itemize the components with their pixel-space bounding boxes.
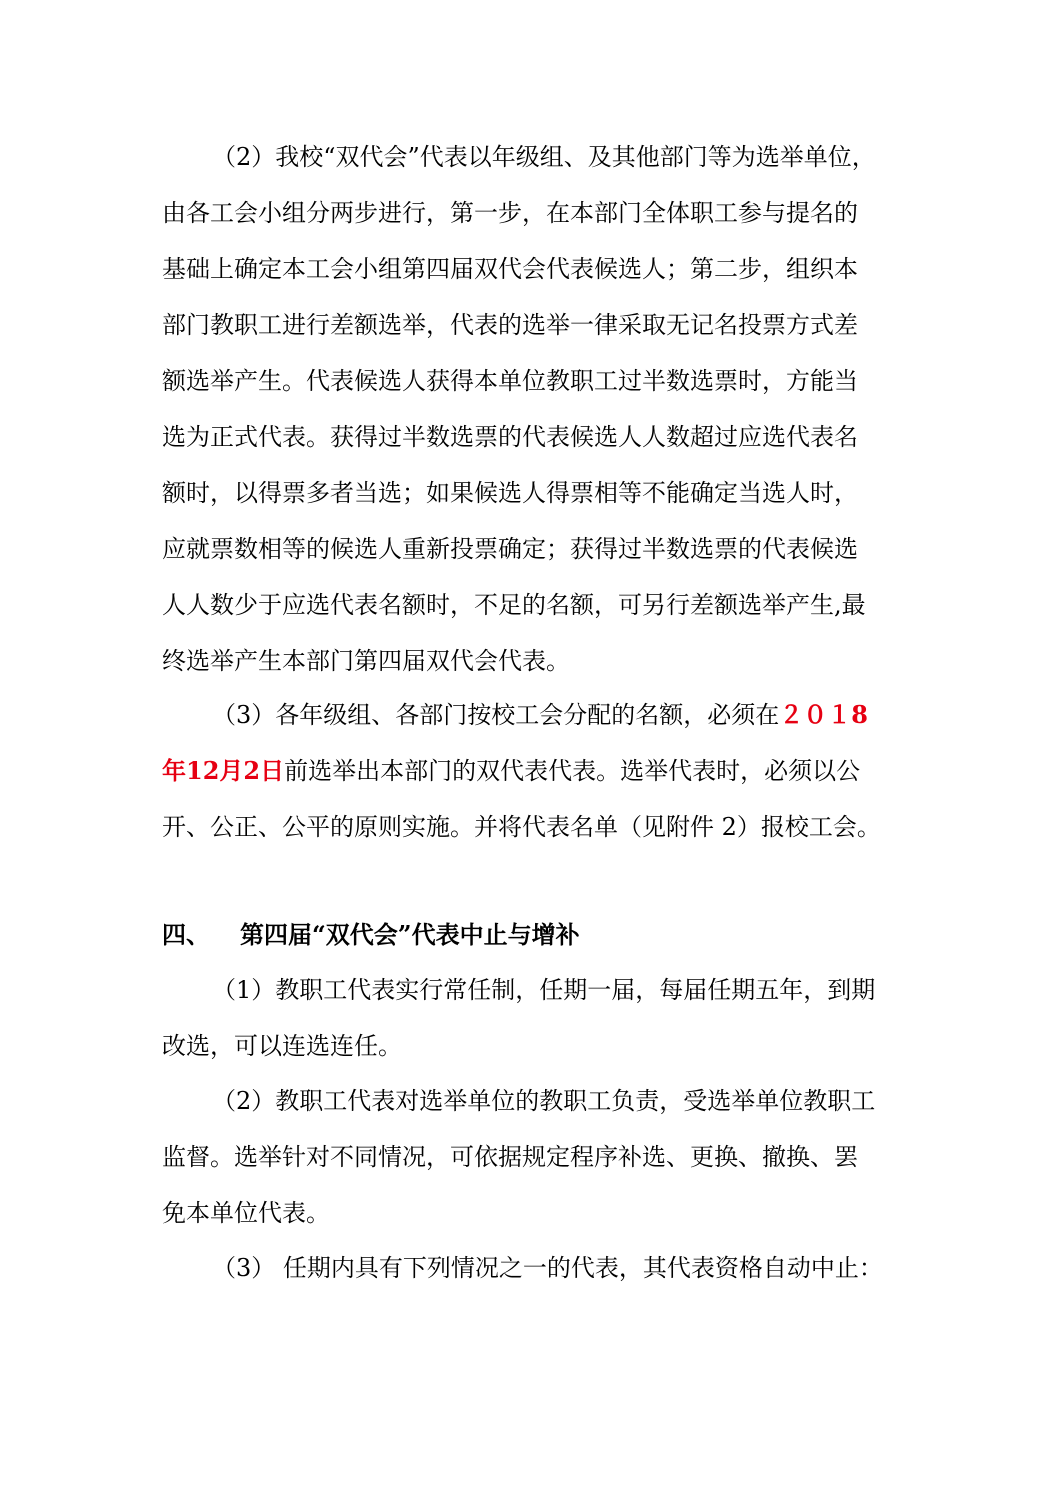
paragraph-line: 改选，可以连选连任。 bbox=[162, 1032, 402, 1060]
paragraph-line: 由各工会小组分两步进行，第一步，在本部门全体职工参与提名的 bbox=[162, 199, 858, 227]
section-number: 四、 bbox=[162, 920, 210, 949]
paragraph-line: 开、公正、公平的原则实施。并将代表名单（见附件 2）报校工会。 bbox=[162, 813, 881, 841]
paragraph-line: 终选举产生本部门第四届双代会代表。 bbox=[162, 647, 570, 675]
paragraph-line: 人人数少于应选代表名额时，不足的名额，可另行差额选举产生,最 bbox=[162, 591, 866, 619]
paragraph-text: （3）各年级组、各部门按校工会分配的名额，必须在 bbox=[212, 701, 780, 729]
paragraph-line: （2）我校“双代会”代表以年级组、及其他部门等为选举单位， bbox=[212, 143, 876, 171]
paragraph-line: 基础上确定本工会小组第四届双代会代表候选人；第二步，组织本 bbox=[162, 255, 858, 283]
paragraph-line: （1）教职工代表实行常任制，任期一届，每届任期五年，到期 bbox=[212, 976, 876, 1004]
section-title: 第四届“双代会”代表中止与增补 bbox=[240, 920, 580, 949]
paragraph-line: 免本单位代表。 bbox=[162, 1199, 330, 1227]
paragraph-line: 额时，以得票多者当选；如果候选人得票相等不能确定当选人时， bbox=[162, 479, 858, 507]
section-heading bbox=[162, 920, 580, 950]
paragraph-line: 部门教职工进行差额选举，代表的选举一律采取无记名投票方式差 bbox=[162, 311, 858, 339]
deadline-date-part: 年12月2日 bbox=[162, 756, 285, 785]
paragraph-line: 应就票数相等的候选人重新投票确定；获得过半数选票的代表候选 bbox=[162, 535, 858, 563]
paragraph-line: 监督。选举针对不同情况，可依据规定程序补选、更换、撤换、罢 bbox=[162, 1143, 858, 1171]
paragraph-text: 前选举出本部门的双代表代表。选举代表时，必须以公 bbox=[284, 757, 861, 785]
paragraph-line: （3） 任期内具有下列情况之一的代表，其代表资格自动中止： bbox=[212, 1254, 883, 1282]
paragraph-line: 额选举产生。代表候选人获得本单位教职工过半数选票时，方能当 bbox=[162, 367, 858, 395]
paragraph-line: （2）教职工代表对选举单位的教职工负责，受选举单位教职工 bbox=[212, 1087, 876, 1115]
deadline-date-part: ２０１8 bbox=[779, 700, 868, 729]
paragraph-line bbox=[212, 700, 868, 730]
paragraph-line bbox=[162, 756, 860, 786]
paragraph-line: 选为正式代表。获得过半数选票的代表候选人人数超过应选代表名 bbox=[162, 423, 858, 451]
